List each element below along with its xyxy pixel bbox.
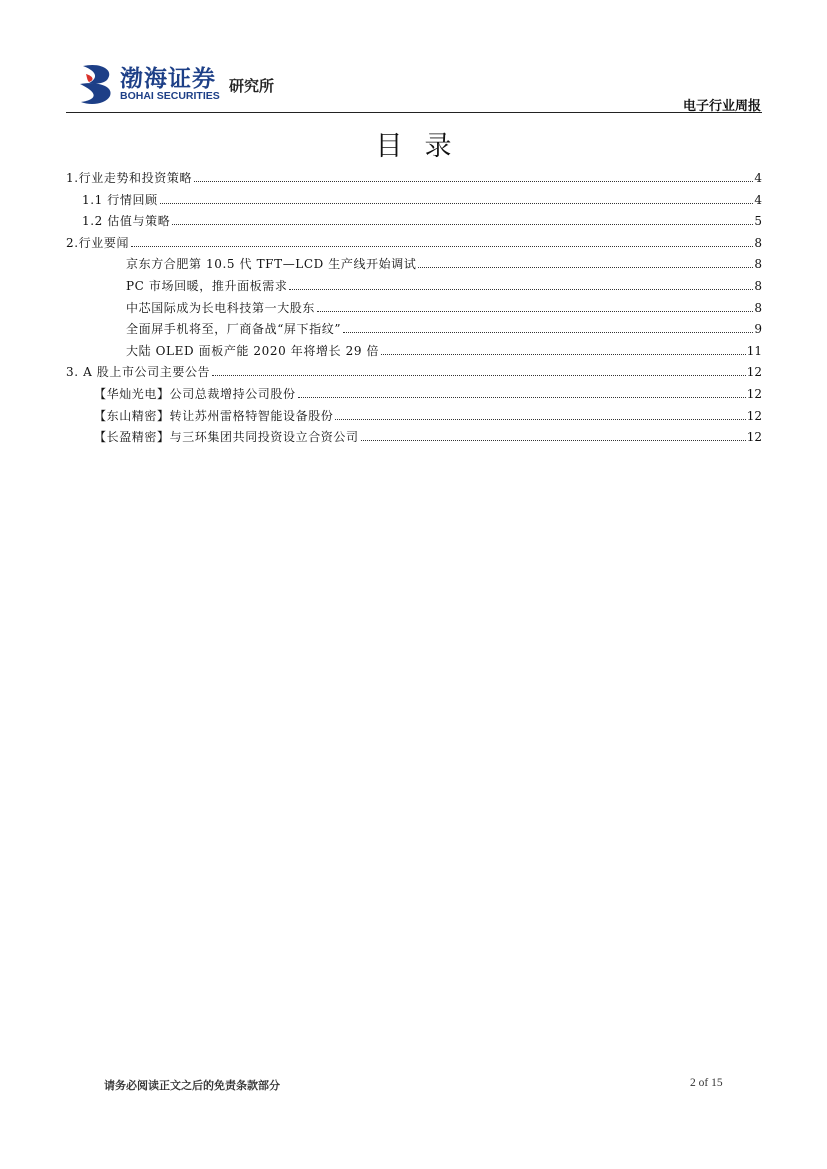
- header-divider: [66, 112, 762, 113]
- toc-entry-page: 8: [754, 257, 762, 272]
- toc-entry-page: 4: [754, 171, 762, 185]
- toc-title: 目录: [375, 131, 474, 162]
- toc-entry-page: 12: [746, 365, 762, 380]
- toc-dot-leader: [289, 289, 753, 290]
- toc-dot-leader: [160, 203, 754, 204]
- toc-entry-label: 1.行业走势和投资策略: [66, 171, 193, 185]
- toc-dot-leader: [335, 419, 745, 420]
- report-type: 电子行业周报: [682, 99, 761, 114]
- toc-entry[interactable]: [66, 254, 762, 276]
- disclaimer-note: 请务必阅读正文之后的免责条款部分: [104, 1079, 280, 1092]
- toc-entry[interactable]: [66, 276, 762, 298]
- bohai-logo-icon: [77, 62, 117, 106]
- toc-entry-label: 大陆 OLED 面板产能 2020 年将增长 29 倍: [126, 343, 380, 358]
- toc-entry-label: 京东方合肥第 10.5 代 TFT—LCD 生产线开始调试: [126, 257, 417, 272]
- toc-dot-leader: [172, 224, 753, 225]
- toc-entry-page: 9: [754, 322, 762, 337]
- toc-dot-leader: [381, 354, 746, 355]
- toc-entry-label: 全面屏手机将至，厂商备战“屏下指纹”: [126, 322, 342, 337]
- toc-dot-leader: [298, 397, 746, 398]
- toc-entry[interactable]: [66, 362, 762, 384]
- toc-dot-leader: [418, 267, 753, 268]
- institute-label: 研究所: [229, 77, 275, 95]
- toc-entry-page: 12: [746, 408, 762, 423]
- toc-entry[interactable]: [66, 211, 762, 233]
- toc-entry-label: 【长盈精密】与三环集团共同投资设立合资公司: [94, 430, 359, 445]
- toc-entry-label: 1.1 行情回顾: [82, 192, 158, 207]
- toc-entry-label: 中芯国际成为长电科技第一大股东: [126, 300, 316, 315]
- toc-entry-label: 2.行业要闻: [66, 235, 130, 250]
- toc-entry-label: 1.2 估值与策略: [82, 214, 171, 229]
- toc-dot-leader: [131, 246, 753, 247]
- toc-dot-leader: [317, 311, 753, 312]
- toc-entry-page: 5: [754, 214, 762, 229]
- page-number: 2 of 15: [690, 1077, 723, 1089]
- brand-english-name: BOHAI SECURITIES: [120, 90, 220, 102]
- toc-entry-page: 12: [746, 386, 762, 401]
- toc-entry[interactable]: [66, 298, 762, 320]
- toc-entry-label: 【华灿光电】公司总裁增持公司股份: [94, 386, 296, 401]
- toc-entry[interactable]: [66, 233, 762, 255]
- toc-entry[interactable]: [66, 341, 762, 363]
- brand-chinese-name: 渤海证券: [120, 66, 216, 92]
- toc-entry-page: 8: [754, 300, 762, 315]
- toc-entry-page: 12: [746, 430, 762, 445]
- toc-entry-page: 8: [754, 278, 762, 293]
- toc-dot-leader: [361, 440, 746, 441]
- toc-entry[interactable]: [66, 168, 762, 190]
- toc-dot-leader: [194, 181, 753, 182]
- toc-entry-page: 11: [746, 343, 762, 358]
- toc-entry-label: 【东山精密】转让苏州雷格特智能设备股份: [94, 408, 334, 423]
- page-header: [0, 0, 827, 120]
- toc-entry[interactable]: [66, 427, 762, 449]
- toc-entry[interactable]: [66, 190, 762, 212]
- toc-entry-label: 3. A 股上市公司主要公告: [66, 365, 211, 380]
- toc-entry[interactable]: [66, 406, 762, 428]
- toc-dot-leader: [212, 375, 746, 376]
- toc-entry[interactable]: [66, 384, 762, 406]
- toc-entry[interactable]: [66, 319, 762, 341]
- toc-entry-page: 8: [754, 235, 762, 250]
- toc-dot-leader: [343, 332, 753, 333]
- table-of-contents: [66, 168, 762, 449]
- toc-entry-label: PC 市场回暖，推升面板需求: [126, 278, 288, 293]
- toc-entry-page: 4: [754, 192, 762, 207]
